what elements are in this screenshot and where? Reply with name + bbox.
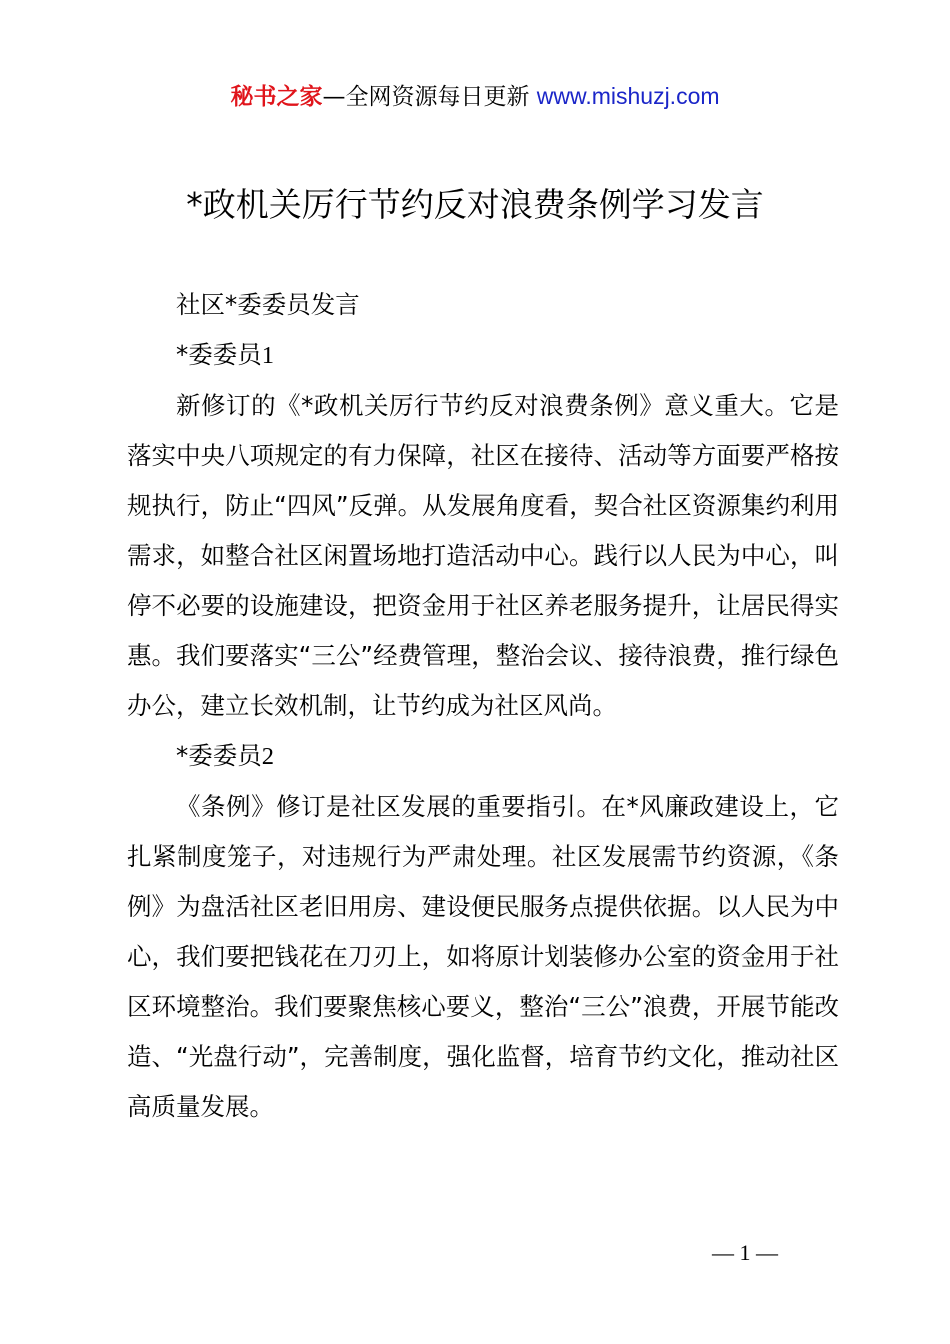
- site-url-link[interactable]: www.mishuzj.com: [536, 83, 720, 109]
- document-title: *政机关厉行节约反对浪费条例学习发言: [186, 185, 764, 224]
- document-body: [127, 280, 839, 1132]
- site-header: [0, 80, 950, 113]
- speaker-number-2: 2: [261, 743, 274, 770]
- page-number: — 1 —: [712, 1240, 778, 1265]
- speaker-label-1: *委委员: [176, 340, 262, 369]
- paragraph-2: 《条例》修订是社区发展的重要指引。在*风廉政建设上，它扎紧制度笼子，对违规行为严肃处理。社区发展需节约资源，《条例》为盘活社区老旧用房、建设便民服务点提供依据。以人民为中心，我们要把钱花在刀刃上，如将原计划装修办公室的资金用于社区环境整治。我们要聚焦核心要义，整治“三公”浪费，开展节能改造、“光盘行动”，完善制度，强化监督，培育节约文化，推动社区高质量发展。: [127, 792, 839, 1121]
- site-brand: 秘书之家: [230, 84, 323, 110]
- paragraph-1: 新修订的《*政机关厉行节约反对浪费条例》意义重大。它是落实中央八项规定的有力保障，社区在接待、活动等方面要严格按规执行，防止“四风”反弹。从发展角度看，契合社区资源集约利用需求，如整合社区闲置场地打造活动中心。践行以人民为中心，叫停不必要的设施建设，把资金用于社区养老服务提升，让居民得实惠。我们要落实“三公”经费管理，整治会议、接待浪费，推行绿色办公，建立长效机制，让节约成为社区风尚。: [127, 391, 839, 720]
- site-tagline: —全网资源每日更新: [322, 84, 530, 110]
- speaker-heading-1: [127, 330, 839, 381]
- speaker-number-1: 1: [261, 342, 274, 369]
- document-subtitle: 社区*委委员发言: [176, 290, 360, 319]
- speaker-label-2: *委委员: [176, 741, 262, 770]
- speaker-heading-2: [127, 731, 839, 782]
